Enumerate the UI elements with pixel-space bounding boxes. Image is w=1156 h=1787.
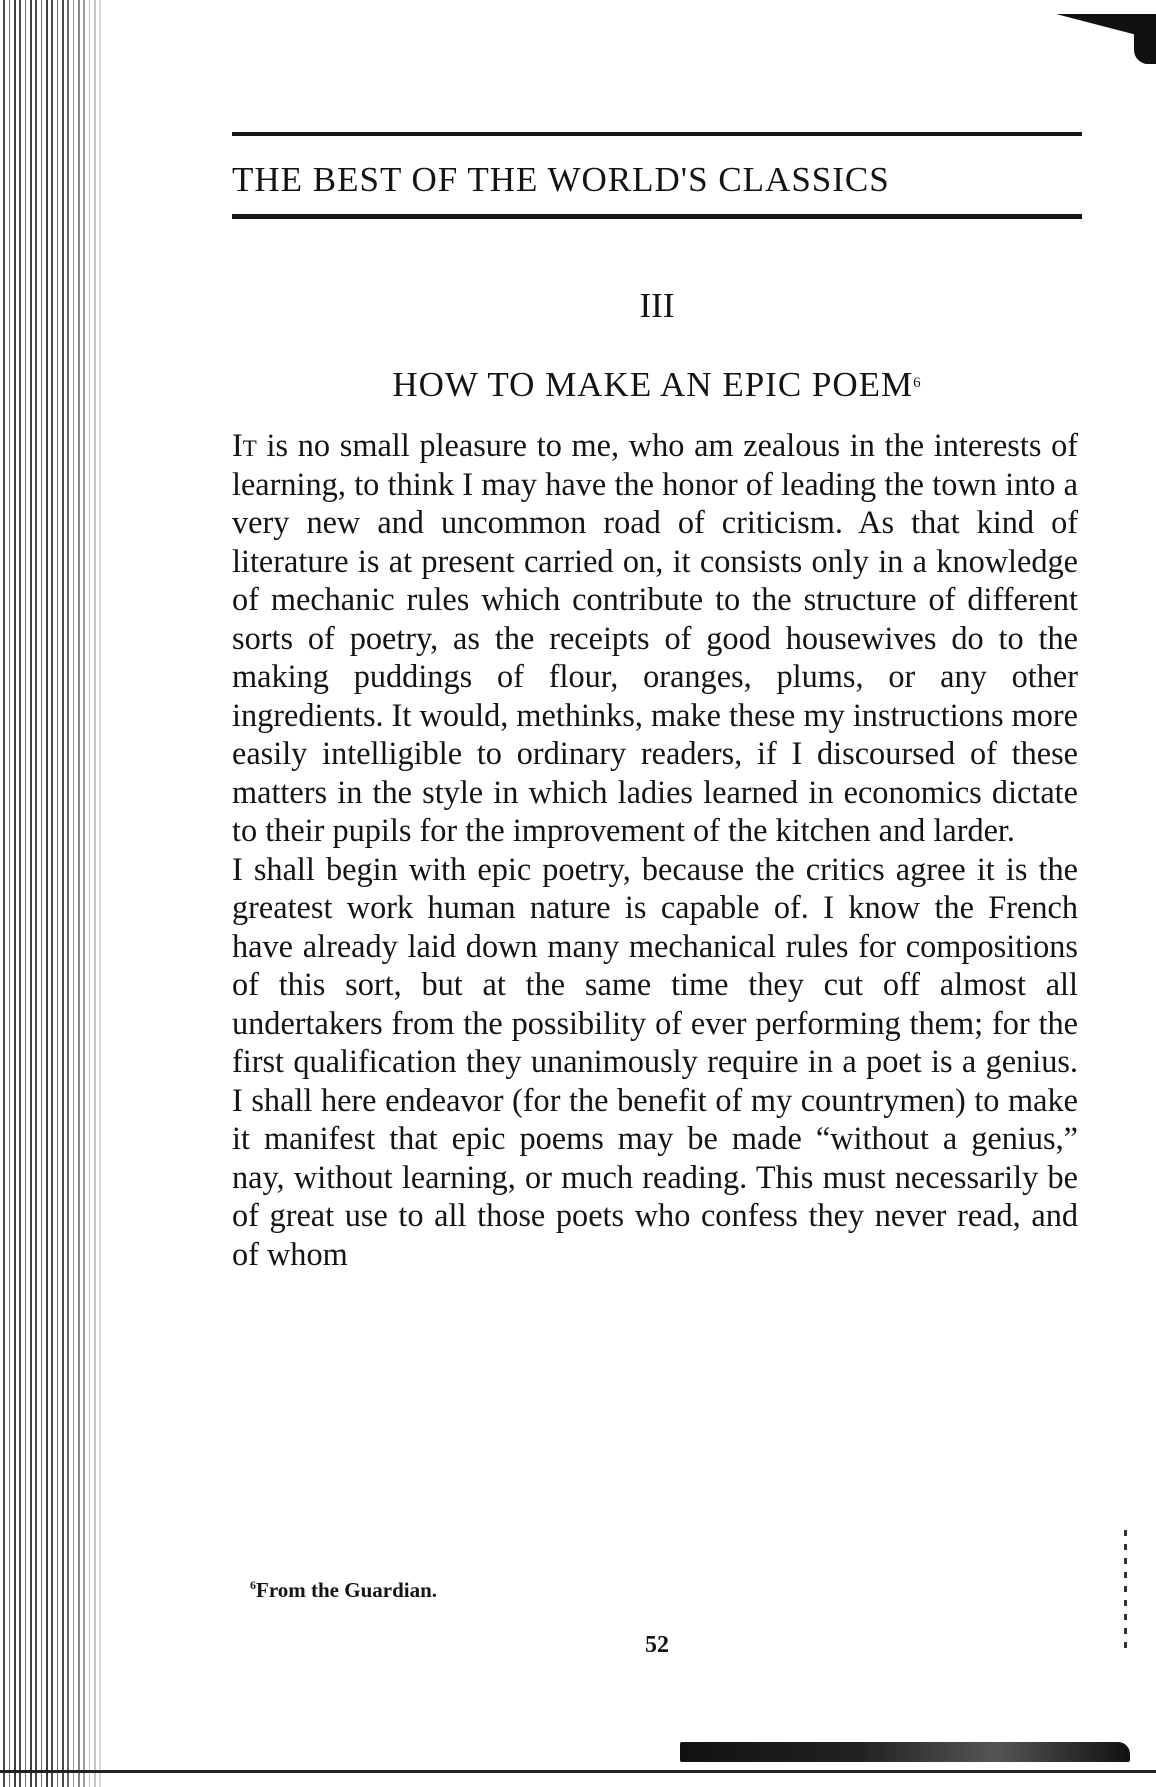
footnote-marker: 6 bbox=[250, 1578, 256, 1592]
header-rule-top bbox=[232, 132, 1082, 136]
page-number: 52 bbox=[645, 1632, 669, 1658]
paragraph-1 bbox=[232, 426, 1078, 850]
paragraph-1-text: is no small pleasure to me, who am zealous in the interests of learning, to think I may have the honor of leading the town into a very new and uncommon road of criticism. As that kind of literature is at present carried on, it consists only in a knowledge of mechanic rules which contribute to the structure of different sorts of poetry, as the receipts of good housewives do to the making puddings of flour, oranges, plums, or any other ingredients. It would, methinks, make these my instructions more easily intelligible to ordinary readers, if I discoursed of these matters in the style in which ladies learned in economics dictate to their pupils for the improvement of the kitchen and larder. bbox=[232, 427, 1078, 848]
footnote-text: From the Guardian. bbox=[256, 1578, 438, 1602]
body-text bbox=[232, 426, 1078, 1273]
binding-shadow bbox=[60, 0, 110, 1787]
chapter-number: III bbox=[639, 286, 675, 325]
footnote-reference: 6 bbox=[913, 375, 922, 391]
scan-corner-blot bbox=[1134, 24, 1156, 64]
paragraph-1-opening: It bbox=[232, 427, 257, 463]
running-head: THE BEST OF THE WORLD'S CLASSICS bbox=[232, 160, 890, 199]
bottom-scan-smudge bbox=[680, 1742, 1130, 1762]
margin-scan-marks bbox=[1124, 1530, 1127, 1650]
header-rule-bottom bbox=[232, 214, 1082, 219]
chapter-title-text: HOW TO MAKE AN EPIC POEM bbox=[392, 365, 914, 404]
bottom-scan-edge bbox=[0, 1770, 1156, 1773]
paragraph-2: I shall begin with epic poetry, because the critics agree it is the greatest work human nature is capable of. I know the French have already laid down many mechanical rules for compositions of this sort, but at the same time they cut off almost all undertakers from the possibility of ever performing them; for the first qualification they unanimously require in a poet is a genius. I shall here endeavor (for the benefit of my countrymen) to make it manifest that epic poems may be made “without a genius,” nay, without learning, or much reading. This must necessarily be of great use to all those poets who confess they never read, and of whom bbox=[232, 850, 1078, 1272]
chapter-title bbox=[232, 364, 1082, 406]
footnote bbox=[250, 1572, 437, 1603]
